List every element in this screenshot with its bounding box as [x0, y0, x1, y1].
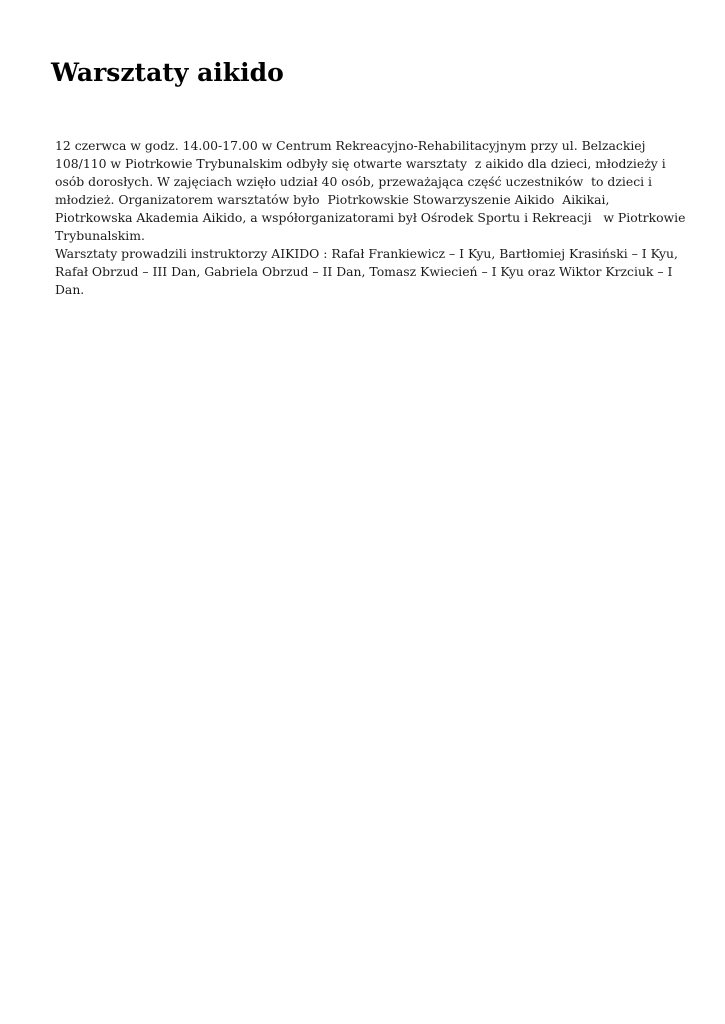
paragraph-2-line-1: Warsztaty prowadzili instruktorzy AIKIDO : Rafał Frankiewicz – I Kyu, Bartłomiej Krasiński – I Kyu, — [55, 246, 678, 261]
paragraph-1-line-6: Trybunalskim. — [55, 228, 145, 243]
paragraph-1-line-2: 108/110 w Piotrkowie Trybunalskim odbyły się otwarte warsztaty z aikido dla dzieci, młodzieży i — [55, 156, 666, 171]
paragraph-1-line-3: osób dorosłych. W zajęciach wzięło udział 40 osób, przeważająca część uczestników to dzieci i — [55, 174, 652, 189]
paragraph-1-line-4: młodzież. Organizatorem warsztatów było Piotrkowskie Stowarzyszenie Aikido Aikikai, — [55, 192, 610, 207]
document-title: Warsztaty aikido — [51, 58, 284, 87]
paragraph-1-line-1: 12 czerwca w godz. 14.00-17.00 w Centrum Rekreacyjno-Rehabilitacyjnym przy ul. Belzackiej — [55, 138, 646, 153]
article-body — [55, 137, 695, 299]
paragraph-1 — [55, 137, 695, 245]
paragraph-2-line-3: Dan. — [55, 282, 85, 297]
paragraph-2 — [55, 245, 695, 299]
paragraph-2-line-2: Rafał Obrzud – III Dan, Gabriela Obrzud – II Dan, Tomasz Kwiecień – I Kyu oraz Wiktor Krzciuk – I — [55, 264, 673, 279]
paragraph-1-line-5: Piotrkowska Akademia Aikido, a współorganizatorami był Ośrodek Sportu i Rekreacji w Piotrkowie — [55, 210, 686, 225]
